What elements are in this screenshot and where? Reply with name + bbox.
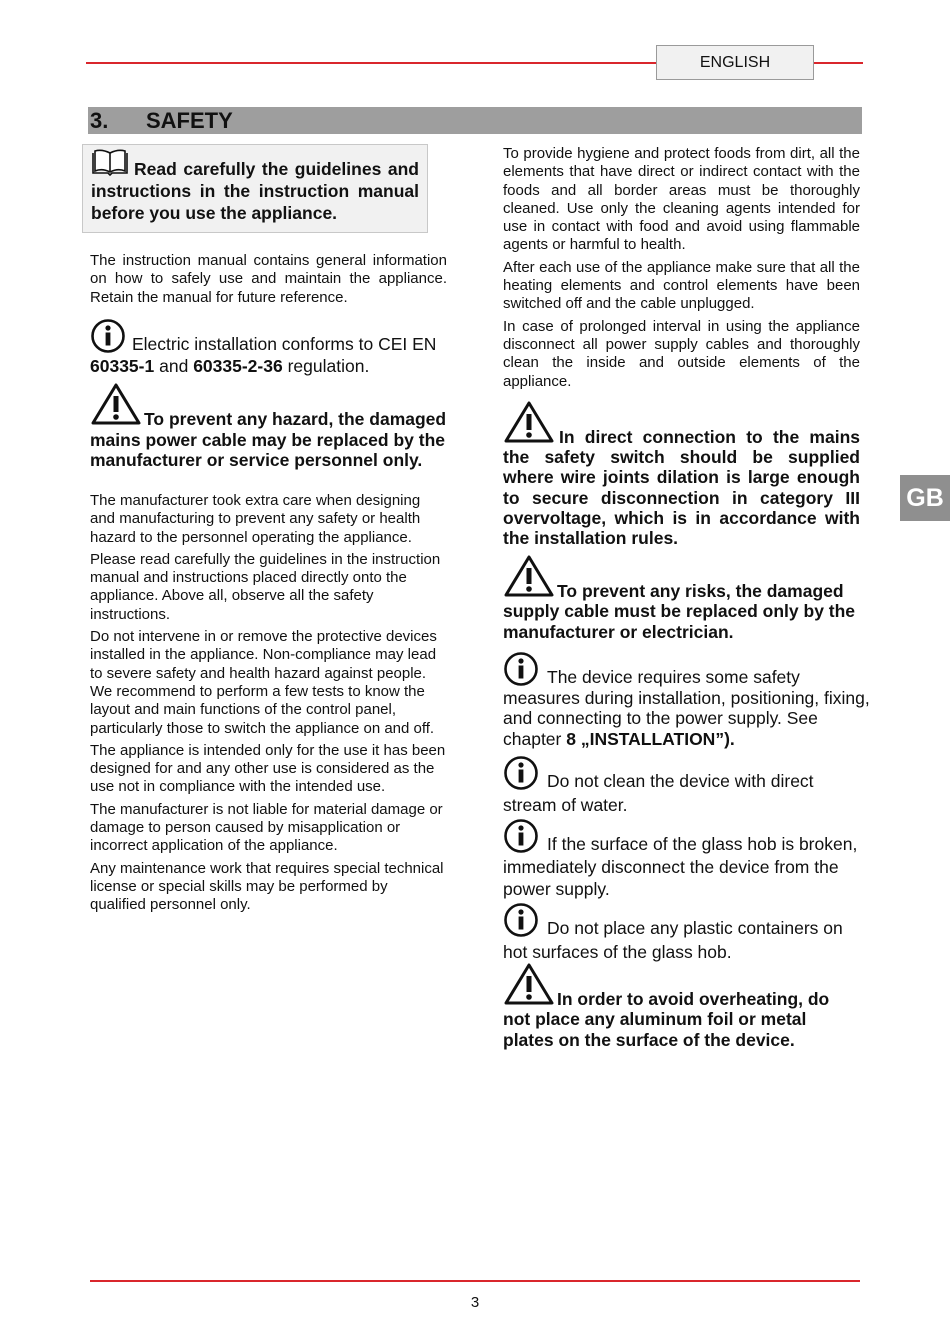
warning-mains-text: In direct connection to the mains the safety switch should be supplied where wire joints dilation is large enough to secure disconnection in category III overvoltage, which is in accordance with the installation rules. xyxy=(503,427,860,549)
paragraph: The manufacturer is not liable for material damage or damage to person caused by misapplication or incorrect application of the appliance. xyxy=(90,800,443,855)
info-icon xyxy=(503,755,539,791)
info-icon xyxy=(503,651,539,687)
header-rule-left xyxy=(86,62,656,64)
info-icon xyxy=(503,818,539,854)
right-paragraphs xyxy=(503,145,860,395)
manual-note-box xyxy=(82,144,428,233)
info-icon xyxy=(90,318,126,354)
info-plastic-text: Do not place any plastic containers on hot surfaces of the glass hob. xyxy=(503,918,843,962)
book-icon xyxy=(91,149,129,177)
electric-note-end: regulation. xyxy=(287,356,370,376)
info-water-text: Do not clean the device with direct stream of water. xyxy=(503,771,814,815)
section-heading xyxy=(88,107,862,134)
section-number: 3. xyxy=(90,108,109,133)
paragraph: The appliance is intended only for the use it has been designed for and any other use is considered as the use not in compliance with the intended use. xyxy=(90,741,446,796)
chapter-reference: 8 „INSTALLATION”). xyxy=(566,728,735,749)
paragraph: Please read carefully the guidelines in the instruction manual and instructions placed directly onto the appliance. Above all, observe all the safety instructions. xyxy=(90,550,441,623)
warning-foil-text: In order to avoid overheating, do not place any aluminum foil or metal plates on the surface of the device. xyxy=(503,989,830,1050)
info-icon xyxy=(503,902,539,938)
left-paragraphs xyxy=(90,492,447,919)
info-glass-broken xyxy=(503,818,863,901)
manual-note-text: Read carefully the guidelines and instructions in the instruction manual before you use the appliance. xyxy=(91,159,419,223)
electric-note-and: and xyxy=(159,356,189,376)
warning-mains-connection xyxy=(503,400,860,548)
paragraph: The manufacturer took extra care when designing and manufacturing to prevent any safety or health hazard to the personnel operating the appliance. xyxy=(90,492,421,546)
info-safety-measures xyxy=(503,651,873,749)
intro-paragraph xyxy=(90,252,447,311)
paragraph: After each use of the appliance make sure that all the heating elements and control elements have been switched off and the cable unplugged. xyxy=(503,258,860,313)
page-number: 3 xyxy=(470,1294,480,1311)
standard-ref-2: 60335-2-36 xyxy=(193,356,283,376)
warning-triangle-icon xyxy=(503,400,555,444)
footer-rule xyxy=(90,1280,860,1282)
language-tab: ENGLISH xyxy=(656,45,814,80)
warning-supply-cable-text: To prevent any risks, the damaged supply cable must be replaced only by the manufacturer or electrician. xyxy=(503,581,856,642)
standard-ref-1: 60335-1 xyxy=(90,356,155,376)
paragraph: Any maintenance work that requires special technical license or special skills may be performed by qualified personnel only. xyxy=(90,859,444,914)
paragraph: In case of prolonged interval in using the appliance disconnect all power supply cables and thoroughly clean the inside and outside elements of the appliance. xyxy=(503,317,860,390)
language-side-tab: GB xyxy=(900,475,950,521)
warning-triangle-icon xyxy=(503,554,555,598)
warning-damaged-cable xyxy=(90,382,450,471)
warning-triangle-icon xyxy=(90,382,142,426)
info-glass-text: If the surface of the glass hob is broken, immediately disconnect the device from the power supply. xyxy=(503,834,858,899)
warning-aluminum-foil xyxy=(503,962,843,1050)
warning-triangle-icon xyxy=(503,962,555,1006)
paragraph: To provide hygiene and protect foods from dirt, all the elements that have direct or indirect contact with the foods and all border areas must be thoroughly cleaned. Use only the cleaning agents intended for use in contact with food and avoid using flammable agents or harmful to health. xyxy=(503,145,860,254)
electric-installation-note xyxy=(90,318,448,377)
info-no-water xyxy=(503,755,863,817)
warning-supply-cable xyxy=(503,554,863,642)
paragraph: Do not intervene in or remove the protective devices installed in the appliance. Non-compliance may lead to severe safety and health hazard against people. We recommend to perform a few tests to know the layout and main functions of the control panel, particularly those to switch the appliance on and off. xyxy=(90,628,437,737)
info-no-plastic xyxy=(503,902,863,964)
info-safety-text: The device requires some safety measures during installation, positioning, fixing, and connecting to the power supply. See chapter xyxy=(503,667,870,749)
intro-text: The instruction manual contains general information on how to safely use and maintain the appliance. Retain the manual for future reference. xyxy=(90,252,447,306)
header-rule-right xyxy=(814,62,863,64)
electric-note-text: Electric installation conforms to CEI EN xyxy=(132,334,437,354)
warning-cable-text: To prevent any hazard, the damaged mains power cable may be replaced by the manufacturer or service personnel only. xyxy=(90,409,447,470)
section-title: SAFETY xyxy=(146,108,233,133)
